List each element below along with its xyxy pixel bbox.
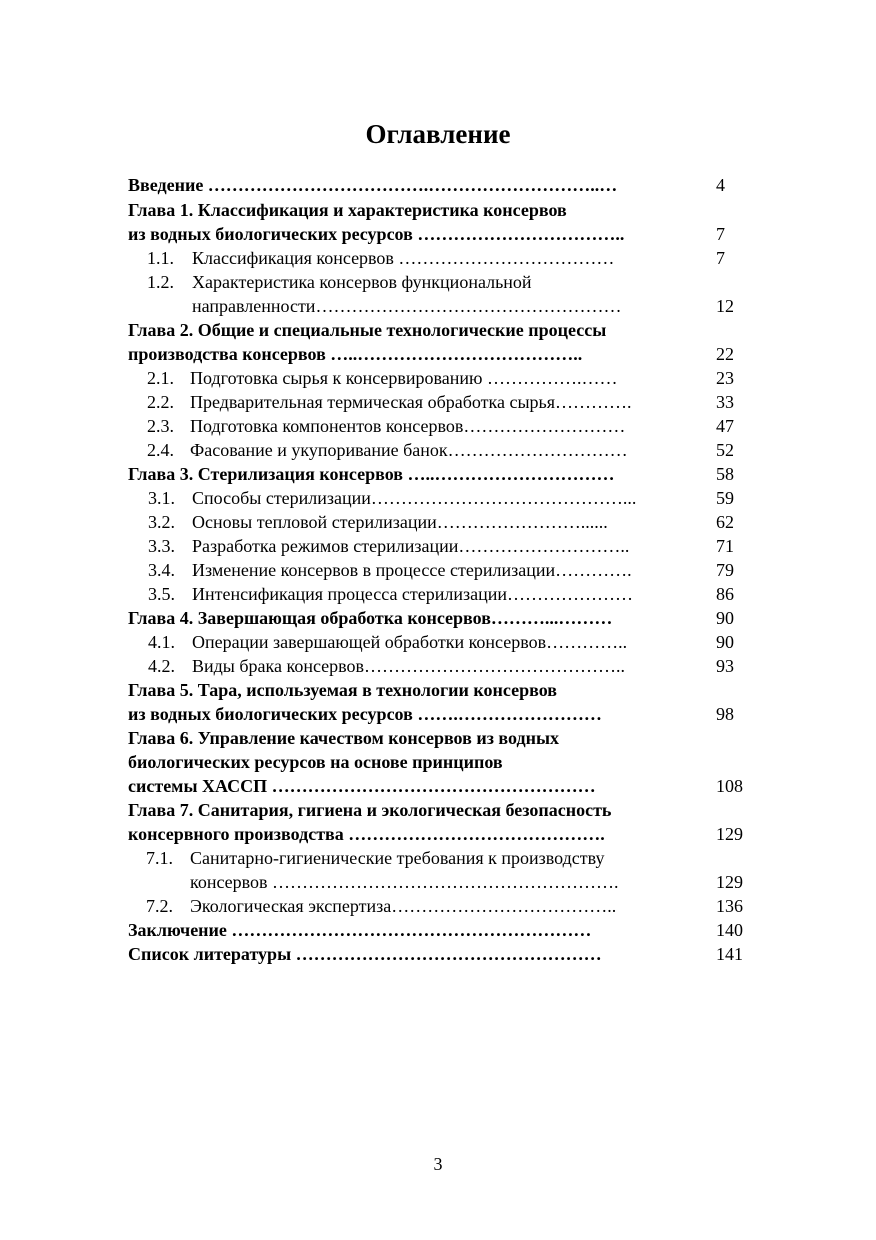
toc-page: 136 (716, 896, 743, 916)
toc-chapter-6-cont2: системы ХАССП ……………………………………………… (128, 776, 596, 796)
toc-section-3-1: Способы стерилизации……………………………………... (192, 488, 637, 508)
toc-chapter-4: Глава 4. Завершающая обработка консервов………...……… (128, 608, 613, 628)
toc-chapter-6: Глава 6. Управление качеством консервов из водных (128, 728, 560, 748)
toc-section-number: 1.1. (147, 248, 174, 268)
page-title: Оглавление (365, 119, 511, 149)
toc-chapter-3: Глава 3. Стерилизация консервов …..………………………… (128, 464, 615, 484)
toc-section-number: 3.4. (148, 560, 175, 580)
toc-chapter-5-cont: из водных биологических ресурсов …….…………………… (128, 704, 602, 724)
toc-section-number: 4.2. (148, 656, 175, 676)
toc-page: 79 (716, 560, 734, 580)
toc-page: 71 (716, 536, 734, 556)
toc-entry-intro: Введение ……………………………….………………………..… (128, 175, 618, 195)
toc-section-1-2: Характеристика консервов функциональной (192, 272, 532, 292)
toc-page: 86 (716, 584, 734, 604)
toc-conclusion: Заключение …………………………………………………… (128, 920, 592, 940)
toc-page: 23 (716, 368, 734, 388)
toc-chapter-1: Глава 1. Классификация и характеристика консервов (128, 200, 567, 220)
toc-section-1-1: Классификация консервов ……………………………… (192, 248, 615, 268)
toc-page: 140 (716, 920, 743, 940)
toc-chapter-7: Глава 7. Санитария, гигиена и экологическая безопасность (128, 800, 612, 820)
toc-page: 141 (716, 944, 743, 964)
toc-section-4-2: Виды брака консервов…………………………………….. (192, 656, 626, 676)
toc-page: 12 (716, 296, 734, 316)
toc-section-7-1-cont: консервов …………………………………………………. (190, 872, 619, 892)
toc-chapter-2-cont: производства консервов …..……………………………….. (128, 344, 583, 364)
toc-page: 22 (716, 344, 734, 364)
toc-section-number: 4.1. (148, 632, 175, 652)
toc-page: 90 (716, 608, 734, 628)
toc-page: 93 (716, 656, 734, 676)
toc-section-2-2: Предварительная термическая обработка сырья…………. (190, 392, 632, 412)
toc-chapter-6-cont: биологических ресурсов на основе принципов (128, 752, 503, 772)
toc-chapter-2: Глава 2. Общие и специальные технологические процессы (128, 320, 607, 340)
toc-page: 129 (716, 872, 743, 892)
toc-section-2-4: Фасование и укупоривание банок………………………… (190, 440, 628, 460)
toc-section-3-4: Изменение консервов в процессе стерилизации…………. (192, 560, 632, 580)
toc-page: 62 (716, 512, 734, 532)
toc-section-3-3: Разработка режимов стерилизации……………………….. (192, 536, 630, 556)
toc-section-number: 3.3. (148, 536, 175, 556)
toc-references: Список литературы …………………………………………… (128, 944, 602, 964)
toc-chapter-1-cont: из водных биологических ресурсов …………………………….. (128, 224, 625, 244)
toc-page: 108 (716, 776, 743, 796)
toc-section-number: 3.5. (148, 584, 175, 604)
toc-page: 98 (716, 704, 734, 724)
page-number: 3 (433, 1154, 443, 1174)
toc-page: 7 (716, 224, 725, 244)
toc-section-7-2: Экологическая экспертиза……………………………….. (190, 896, 617, 916)
toc-section-2-3: Подготовка компонентов консервов……………………… (190, 416, 626, 436)
toc-section-number: 3.2. (148, 512, 175, 532)
toc-section-3-5: Интенсификация процесса стерилизации………………… (192, 584, 634, 604)
toc-section-1-2-cont: направленности…………………………………………… (192, 296, 622, 316)
toc-section-number: 2.4. (147, 440, 174, 460)
toc-page: 59 (716, 488, 734, 508)
toc-section-number: 2.2. (147, 392, 174, 412)
toc-page: 129 (716, 824, 743, 844)
toc-page: 47 (716, 416, 734, 436)
toc-page: 52 (716, 440, 734, 460)
toc-section-number: 1.2. (147, 272, 174, 292)
toc-section-4-1: Операции завершающей обработки консервов………….. (192, 632, 628, 652)
toc-chapter-7-cont: консервного производства ……………………………………. (128, 824, 605, 844)
toc-section-7-1: Санитарно-гигиенические требования к производству (190, 848, 605, 868)
toc-section-number: 2.1. (147, 368, 174, 388)
toc-page: 33 (716, 392, 734, 412)
toc-section-number: 7.2. (146, 896, 173, 916)
toc-section-number: 3.1. (148, 488, 175, 508)
toc-page: 90 (716, 632, 734, 652)
toc-chapter-5: Глава 5. Тара, используемая в технологии консервов (128, 680, 558, 700)
toc-section-number: 7.1. (146, 848, 173, 868)
toc-page: 7 (716, 248, 725, 268)
toc-section-2-1: Подготовка сырья к консервированию …………….…… (190, 368, 618, 388)
toc-section-3-2: Основы тепловой стерилизации……………………...... (192, 512, 608, 532)
toc-page: 58 (716, 464, 734, 484)
toc-page: 4 (716, 175, 725, 195)
toc-section-number: 2.3. (147, 416, 174, 436)
